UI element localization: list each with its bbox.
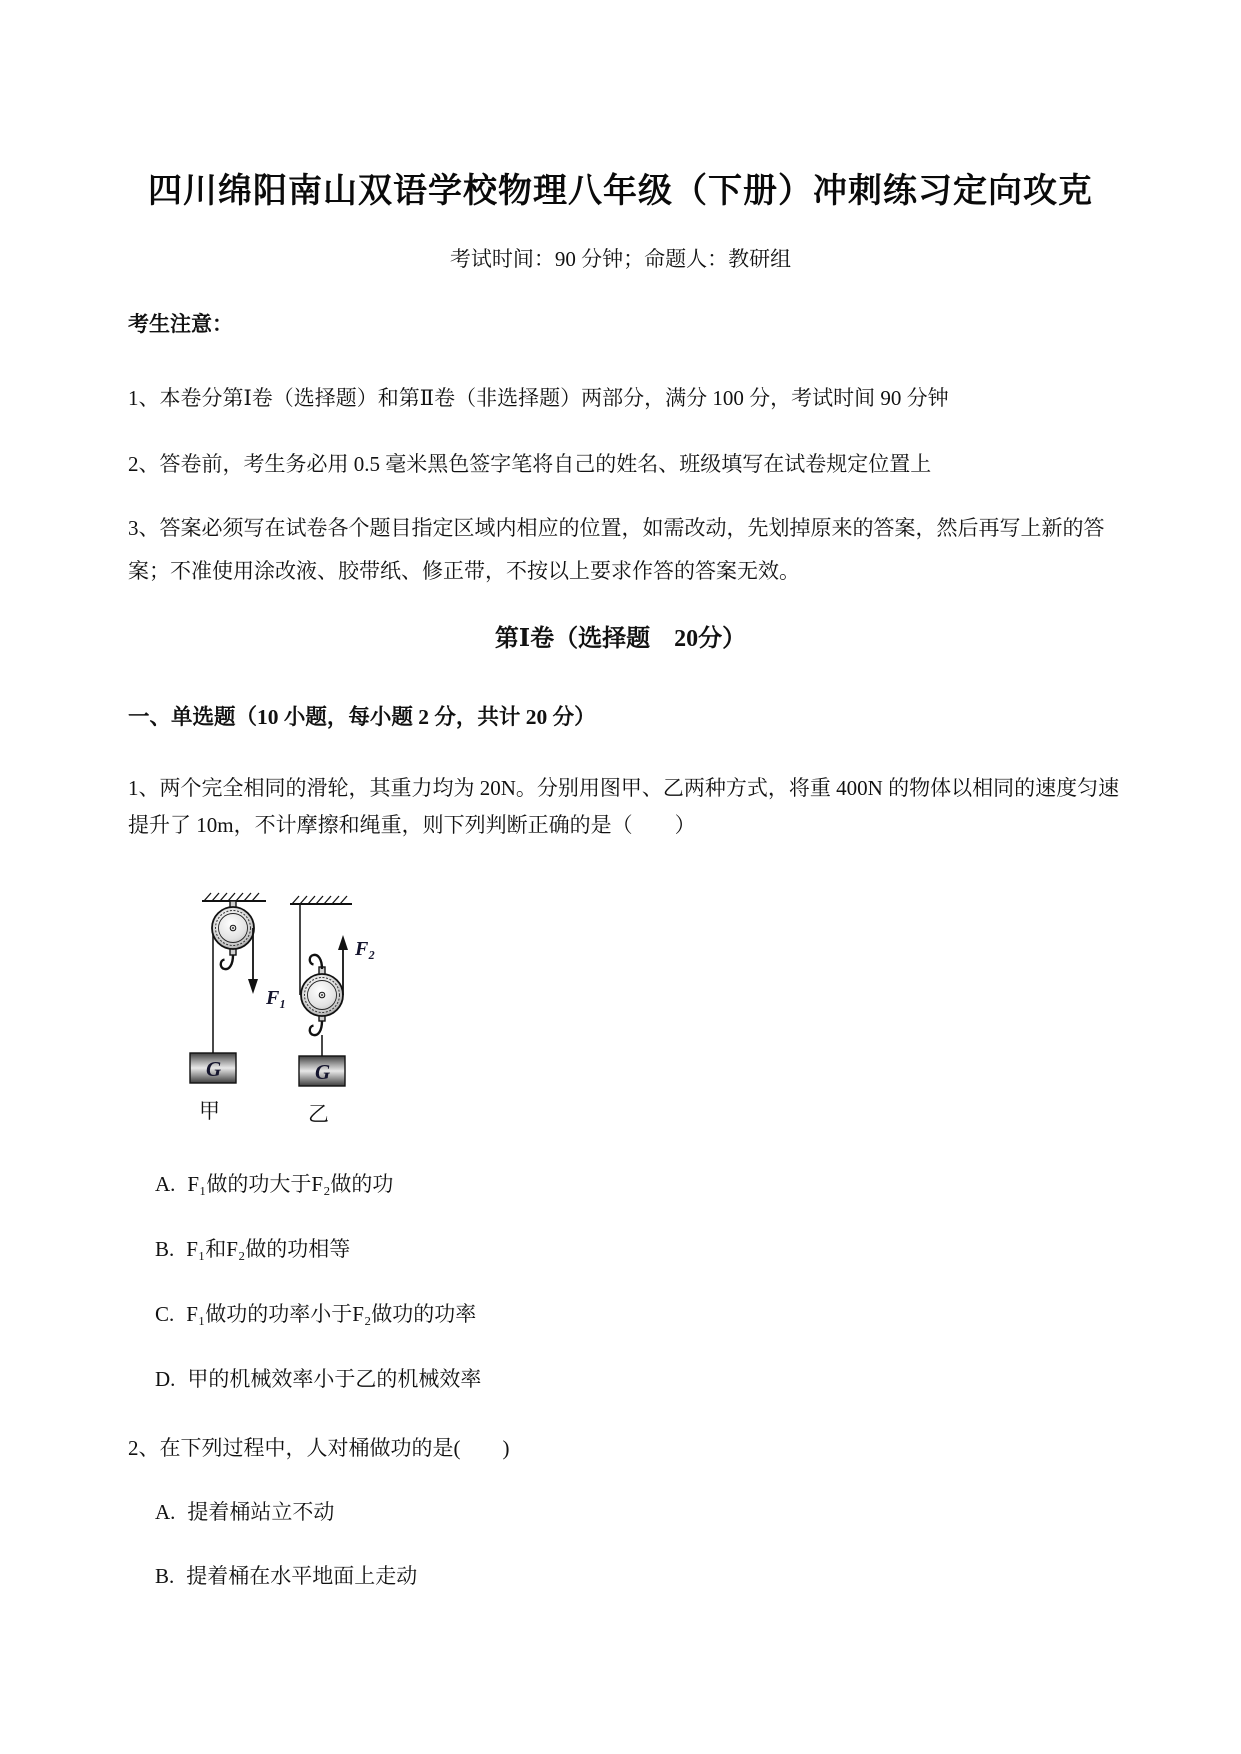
notice-item-2: 2、答卷前，考生务必用 0.5 毫米黑色签字笔将自己的姓名、班级填写在试卷规定位置上 [128,452,932,476]
option-text: 提着桶在水平地面上走动 [186,1564,418,1588]
right-system-caption: 乙 [308,1102,329,1126]
question-1-option-a [155,1168,1115,1198]
question-1-option-d [155,1363,1115,1393]
hook-icon [310,1021,322,1035]
notice-item-3: 3、答案必须写在试卷各个题目指定区域内相应的位置，如需改动，先划掉原来的答案，然后再写上新的答案；不准使用涂改液、胶带纸、修正带，不按以上要求作答的答案无效。 [128,516,1105,583]
notice-heading: 考生注意： [128,312,233,336]
option-text: F₁做功的功率小于F₂做功的功率 [186,1302,477,1326]
movable-pulley-system [290,896,375,1126]
pulley-figure-svg [178,885,458,1135]
option-letter: B. [155,1237,175,1261]
question-1-text: 两个完全相同的滑轮，其重力均为 20N。分别用图甲、乙两种方式，将重 400N 的物体以相同的速度匀速提升了 10m，不计摩擦和绳重，则下列判断正确的是（ ） [128,776,1120,837]
question-2-number: 2、 [128,1436,160,1460]
force-f2-label: F₂ [355,938,376,960]
option-text: 甲的机械效率小于乙的机械效率 [187,1367,482,1391]
subsection-heading: 一、单选题（10 小题，每小题 2 分，共计 20 分） [128,705,596,729]
option-text: 提着桶站立不动 [187,1500,335,1524]
pulley-wheel-icon [301,974,343,1016]
notice-item-1: 1、本卷分第Ⅰ卷（选择题）和第Ⅱ卷（非选择题）两部分，满分 100 分，考试时间 90 分钟 [128,386,949,410]
option-letter: D. [155,1367,176,1391]
weight-g-label: G [315,1060,331,1084]
question-1-number: 1、 [128,776,160,800]
hook-icon [221,955,233,969]
pulley-figure [178,885,458,1135]
option-text: F₁做的功大于F₂做的功 [187,1172,394,1196]
question-2-text: 在下列过程中，人对桶做功的是( ) [159,1436,510,1460]
weight-block [299,1056,345,1086]
option-letter: A. [155,1500,176,1524]
question-2 [128,1430,1120,1467]
question-1-option-b [155,1233,1115,1263]
left-system-caption: 甲 [199,1099,220,1123]
option-text: F₁和F₂做的功相等 [186,1237,351,1261]
option-letter: A. [155,1172,176,1196]
ceiling-hatch-icon [290,896,352,904]
ceiling-hatch-icon [202,893,266,901]
section-1-heading: 第Ⅰ卷（选择题 20分） [494,626,747,652]
force-f1-label: F₁ [266,987,287,1009]
question-1-option-c [155,1298,1115,1328]
weight-g-label: G [206,1057,222,1081]
pulley-wheel-icon [212,907,254,949]
option-letter: B. [155,1564,175,1588]
option-letter: C. [155,1302,175,1326]
question-2-option-a [155,1496,1115,1526]
question-2-option-b [155,1560,1115,1590]
fixed-pulley-system [190,893,286,1123]
exam-meta: 考试时间：90 分钟；命题人：教研组 [449,247,792,271]
weight-block [190,1053,236,1083]
question-1 [128,770,1120,844]
page-title: 四川绵阳南山双语学校物理八年级（下册）冲刺练习定向攻克 [148,173,1093,210]
